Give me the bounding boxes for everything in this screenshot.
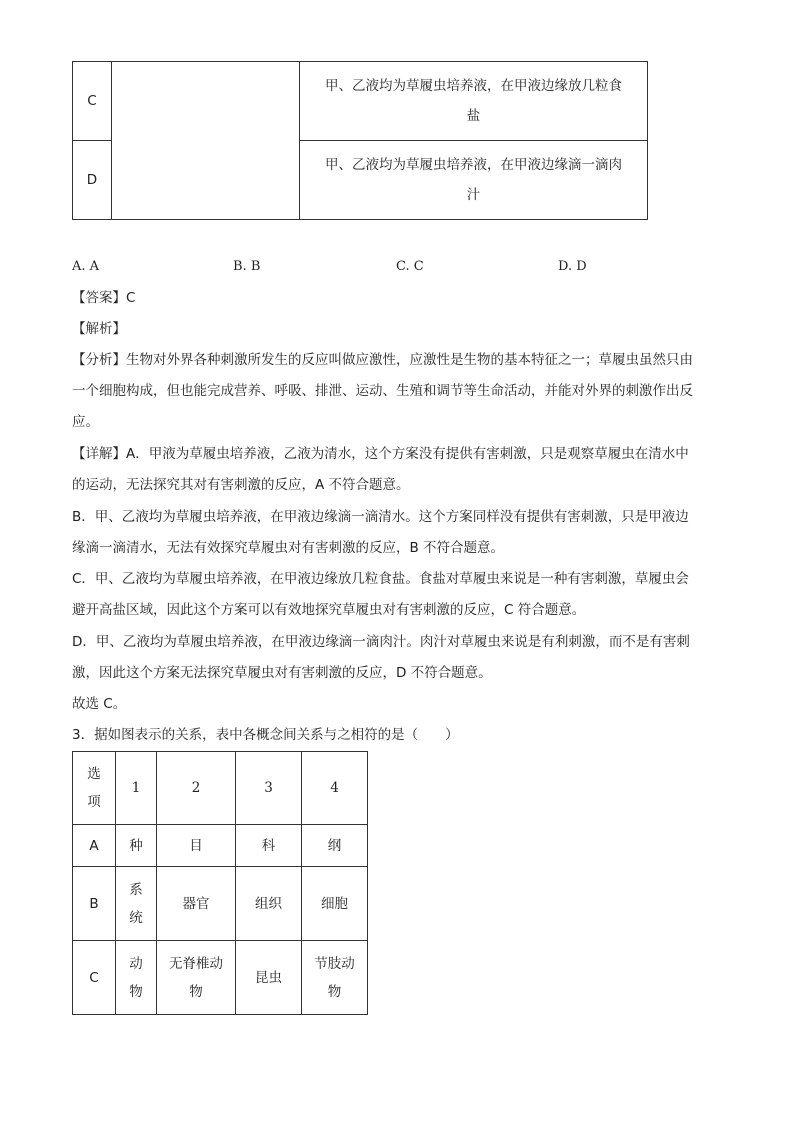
paragraph-line: D．甲、乙液均为草履虫培养液，在甲液边缘滴一滴肉汁。肉汁对草履虫来说是有利刺激，而不是有害刺 [72,634,690,650]
options-table-top [72,61,648,220]
question-3: 3．据如图表示的关系，表中各概念间关系与之相符的是（ ） [72,727,459,743]
paragraph-line: 的运动，无法探究其对有害刺激的反应，A 不符合题意。 [72,477,410,493]
cell-line: 系 [129,881,143,898]
table-header-row [73,752,368,825]
table-cell: 组织 [236,867,302,941]
table-cell: 昆虫 [236,941,302,1015]
table-cell [116,941,157,1015]
choice-c: C. C [396,259,424,274]
description-line: 甲、乙液均为草履虫培养液，在甲液边缘放几粒食 [325,78,622,94]
table-cell: 目 [157,825,236,867]
table-cell: A [73,825,116,867]
cell-line: 物 [129,983,143,1000]
table-cell: 细胞 [302,867,368,941]
cell-line: 物 [189,983,203,1000]
cell-line: 无脊椎动 [169,955,223,972]
table-cell: 器官 [157,867,236,941]
table-cell [157,941,236,1015]
paragraph-line: 故选 C。 [72,696,127,712]
paragraph-line: 缘滴一滴清水，无法有效探究草履虫对有害刺激的反应，B 不符合题意。 [72,540,505,556]
table-row [73,941,368,1015]
option-description [300,141,648,220]
table-cell [302,941,368,1015]
description-line: 甲、乙液均为草履虫培养液，在甲液边缘滴一滴肉 [325,157,622,173]
analysis-tag: 【解析】 [72,321,126,337]
table-row [73,62,648,141]
paragraph-line: 【详解】A．甲液为草履虫培养液，乙液为清水，这个方案没有提供有害刺激，只是观察草履虫在清水中 [72,446,689,462]
header-cell: 3 [236,752,302,825]
paragraph-line: 一个细胞构成，但也能完成营养、呼吸、排泄、运动、生殖和调节等生命活动，并能对外界的刺激作出反 [72,383,693,399]
cell-line: 物 [327,983,342,1000]
paragraph-line: 激，因此这个方案无法探究草履虫对有害刺激的反应，D 不符合题意。 [72,665,492,681]
cell-line: 节肢动 [314,955,355,972]
paragraph-line: 避开高盐区域，因此这个方案可以有效地探究草履虫对有害刺激的反应，C 符合题意。 [72,602,586,618]
paragraph-line: 【分析】生物对外界各种刺激所发生的反应叫做应激性，应激性是生物的基本特征之一；草履虫虽然只由 [72,352,693,368]
cell-line: 选 [87,766,101,782]
table-row [73,825,368,867]
paragraph-line: B．甲、乙液均为草履虫培养液，在甲液边缘滴一滴清水。这个方案同样没有提供有害刺激，只是甲液边 [72,509,689,525]
cell-line: 项 [87,794,101,810]
header-cell: 4 [302,752,368,825]
merged-empty-cell [112,62,300,220]
paragraph-line: C．甲、乙液均为草履虫培养液，在甲液边缘放几粒食盐。食盐对草履虫来说是一种有害刺激，草履虫会 [72,571,689,587]
paragraph-line: 应。 [72,414,99,430]
answer-value: C [126,290,136,306]
header-cell [73,752,116,825]
choice-d: D. D [558,259,587,274]
cell-line: 统 [129,909,143,926]
option-label: C [73,62,112,141]
answer-tag: 【答案】 [72,290,126,306]
table-cell: 纲 [302,825,368,867]
description-line: 汁 [466,187,481,203]
table-cell: C [73,941,116,1015]
description-line: 盐 [466,108,481,124]
table-row [73,867,368,941]
table-cell: B [73,867,116,941]
choice-b: B. B [233,259,261,274]
table-cell [116,867,157,941]
option-description [300,62,648,141]
header-cell: 1 [116,752,157,825]
option-label: D [73,141,112,220]
header-cell: 2 [157,752,236,825]
table-cell: 种 [116,825,157,867]
table-cell: 科 [236,825,302,867]
cell-line: 动 [129,955,143,972]
concept-table [72,751,368,1015]
choice-a: A. A [72,259,100,274]
answer-line [72,283,722,314]
